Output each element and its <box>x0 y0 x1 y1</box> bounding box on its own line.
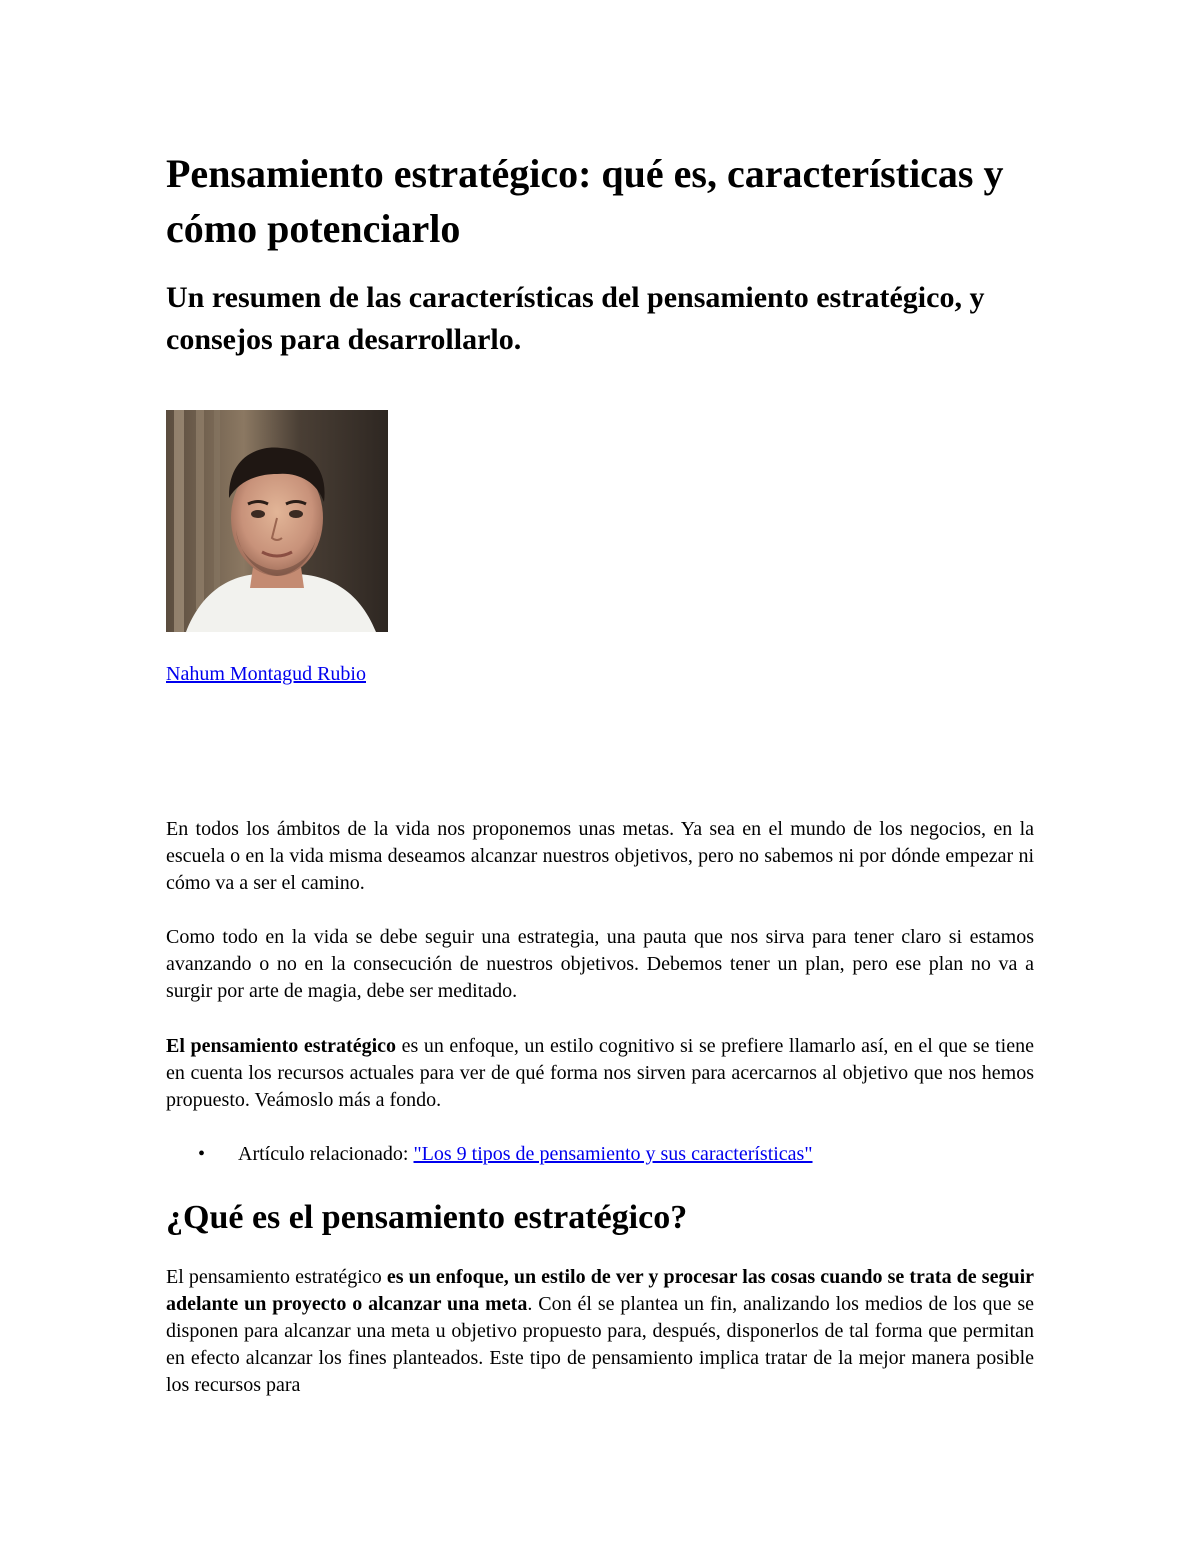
paragraph-3 <box>166 1033 1034 1114</box>
page-title: Pensamiento estratégico: qué es, características y cómo potenciarlo <box>166 151 1004 251</box>
paragraph-4 <box>166 1264 1034 1399</box>
page-subtitle: Un resumen de las características del pensamiento estratégico, y consejos para desarrollarlo. <box>166 281 985 356</box>
paragraph-3-text: es un enfoque, un estilo cognitivo si se prefiere llamarlo así, en el que se tiene en cuenta los recursos actuales para ver de qué forma nos sirven para acercarnos al objetivo que nos hemos propuesto. Veámoslo más a fondo. <box>166 1035 1034 1111</box>
paragraph-4-text: . Con él se plantea un fin, analizando los medios de los que se disponen para alcanzar una meta u objetivo propuesto para, después, disponerlos de tal forma que permitan en efecto alcanzar los fines planteados. Este tipo de pensamiento implica tratar de la mejor manera posible los recursos para <box>166 1293 1034 1396</box>
paragraph-1: En todos los ámbitos de la vida nos proponemos unas metas. Ya sea en el mundo de los negocios, en la escuela o en la vida misma deseamos alcanzar nuestros objetivos, pero no sabemos ni por dónde empezar ni cómo va a ser el camino. <box>166 818 1034 894</box>
paragraph-4-bold: es un enfoque, un estilo de ver y procesar las cosas cuando se trata de seguir adelante un proyecto o alcanzar una meta <box>166 1266 1034 1315</box>
author-photo <box>166 410 388 632</box>
paragraph-2: Como todo en la vida se debe seguir una estrategia, una pauta que nos sirva para tener claro si estamos avanzando o no en la consecución de nuestros objetivos. Debemos tener un plan, pero ese plan no va a surgir por arte de magia, debe ser meditado. <box>166 926 1034 1002</box>
related-article-item <box>238 1140 813 1168</box>
bullet-marker: • <box>198 1143 206 1165</box>
section-heading: ¿Qué es el pensamiento estratégico? <box>166 1199 688 1236</box>
paragraph-3-bold: El pensamiento estratégico <box>166 1035 397 1057</box>
paragraph-4-intro: El pensamiento estratégico <box>166 1266 387 1288</box>
related-article-link[interactable]: "Los 9 tipos de pensamiento y sus características" <box>413 1143 813 1165</box>
related-article-label: Artículo relacionado: <box>238 1143 414 1165</box>
author-link[interactable]: Nahum Montagud Rubio <box>166 663 366 685</box>
